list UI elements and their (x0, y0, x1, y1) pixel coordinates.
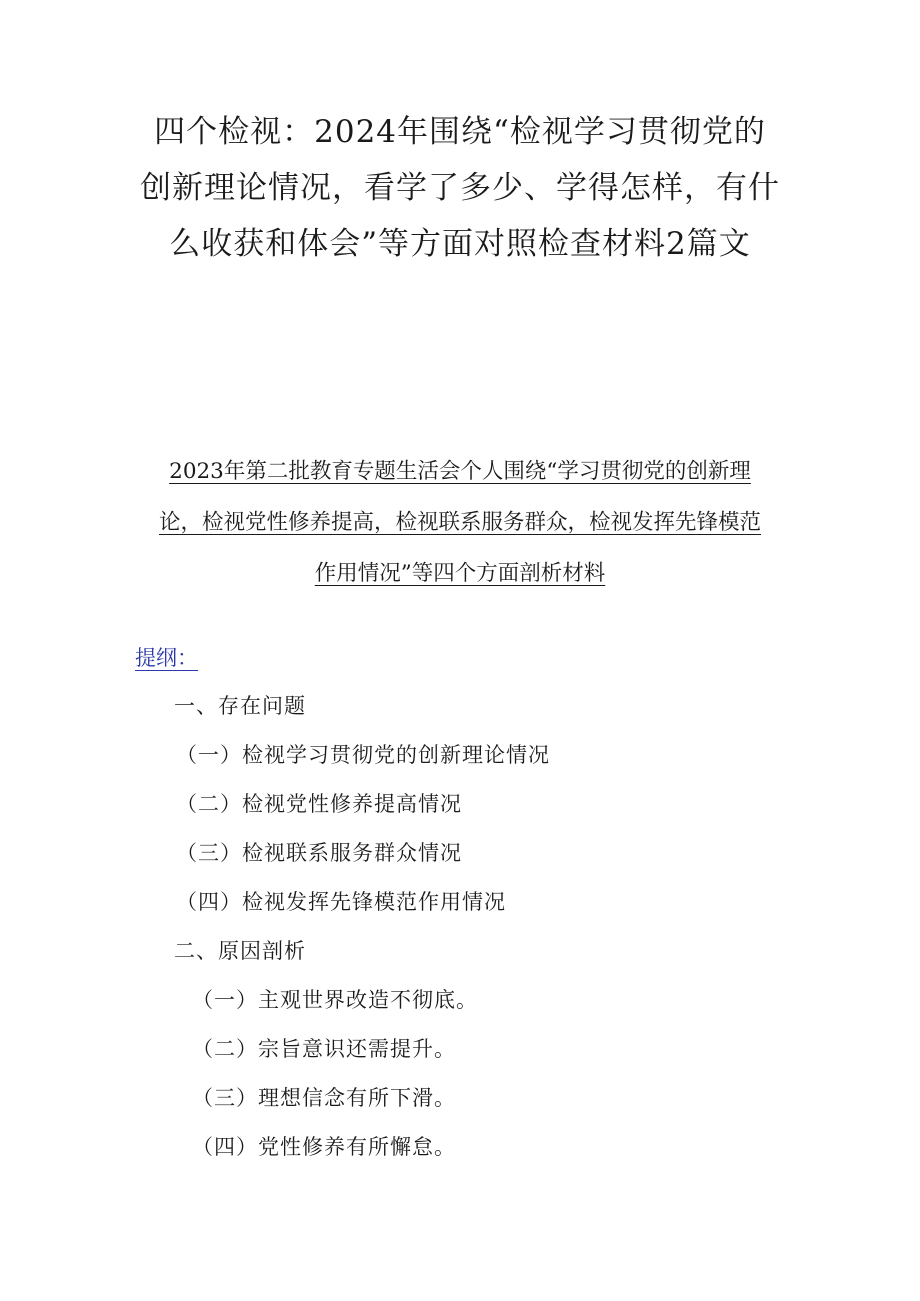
outline-section-problems: 一、存在问题 (174, 694, 306, 718)
outline-item: （三）理想信念有所下滑。 (192, 1086, 456, 1110)
outline-item: （二）宗旨意识还需提升。 (192, 1037, 456, 1061)
outline-item: （四）党性修养有所懈怠。 (192, 1135, 456, 1159)
outline-link[interactable]: 提纲： (135, 646, 198, 670)
outline-item: （一）主观世界改造不彻底。 (192, 988, 478, 1012)
document-subtitle: 2023年第二批教育专题生活会个人围绕“学习贯彻党的创新理论，检视党性修养提高，检视联系服务群众，检视发挥先锋模范作用情况”等四个方面剖析材料 (158, 459, 761, 586)
outline-item: （一）检视学习贯彻党的创新理论情况 (176, 743, 550, 767)
outline-item: （二）检视党性修养提高情况 (176, 792, 462, 816)
outline-section-causes: 二、原因剖析 (174, 939, 306, 963)
outline-item: （三）检视联系服务群众情况 (176, 841, 462, 865)
outline-item: （四）检视发挥先锋模范作用情况 (176, 890, 506, 914)
document-title: 四个检视：2024年围绕“检视学习贯彻党的创新理论情况，看学了多少、学得怎样，有什么收获和体会”等方面对照检查材料2篇文 (140, 114, 780, 262)
